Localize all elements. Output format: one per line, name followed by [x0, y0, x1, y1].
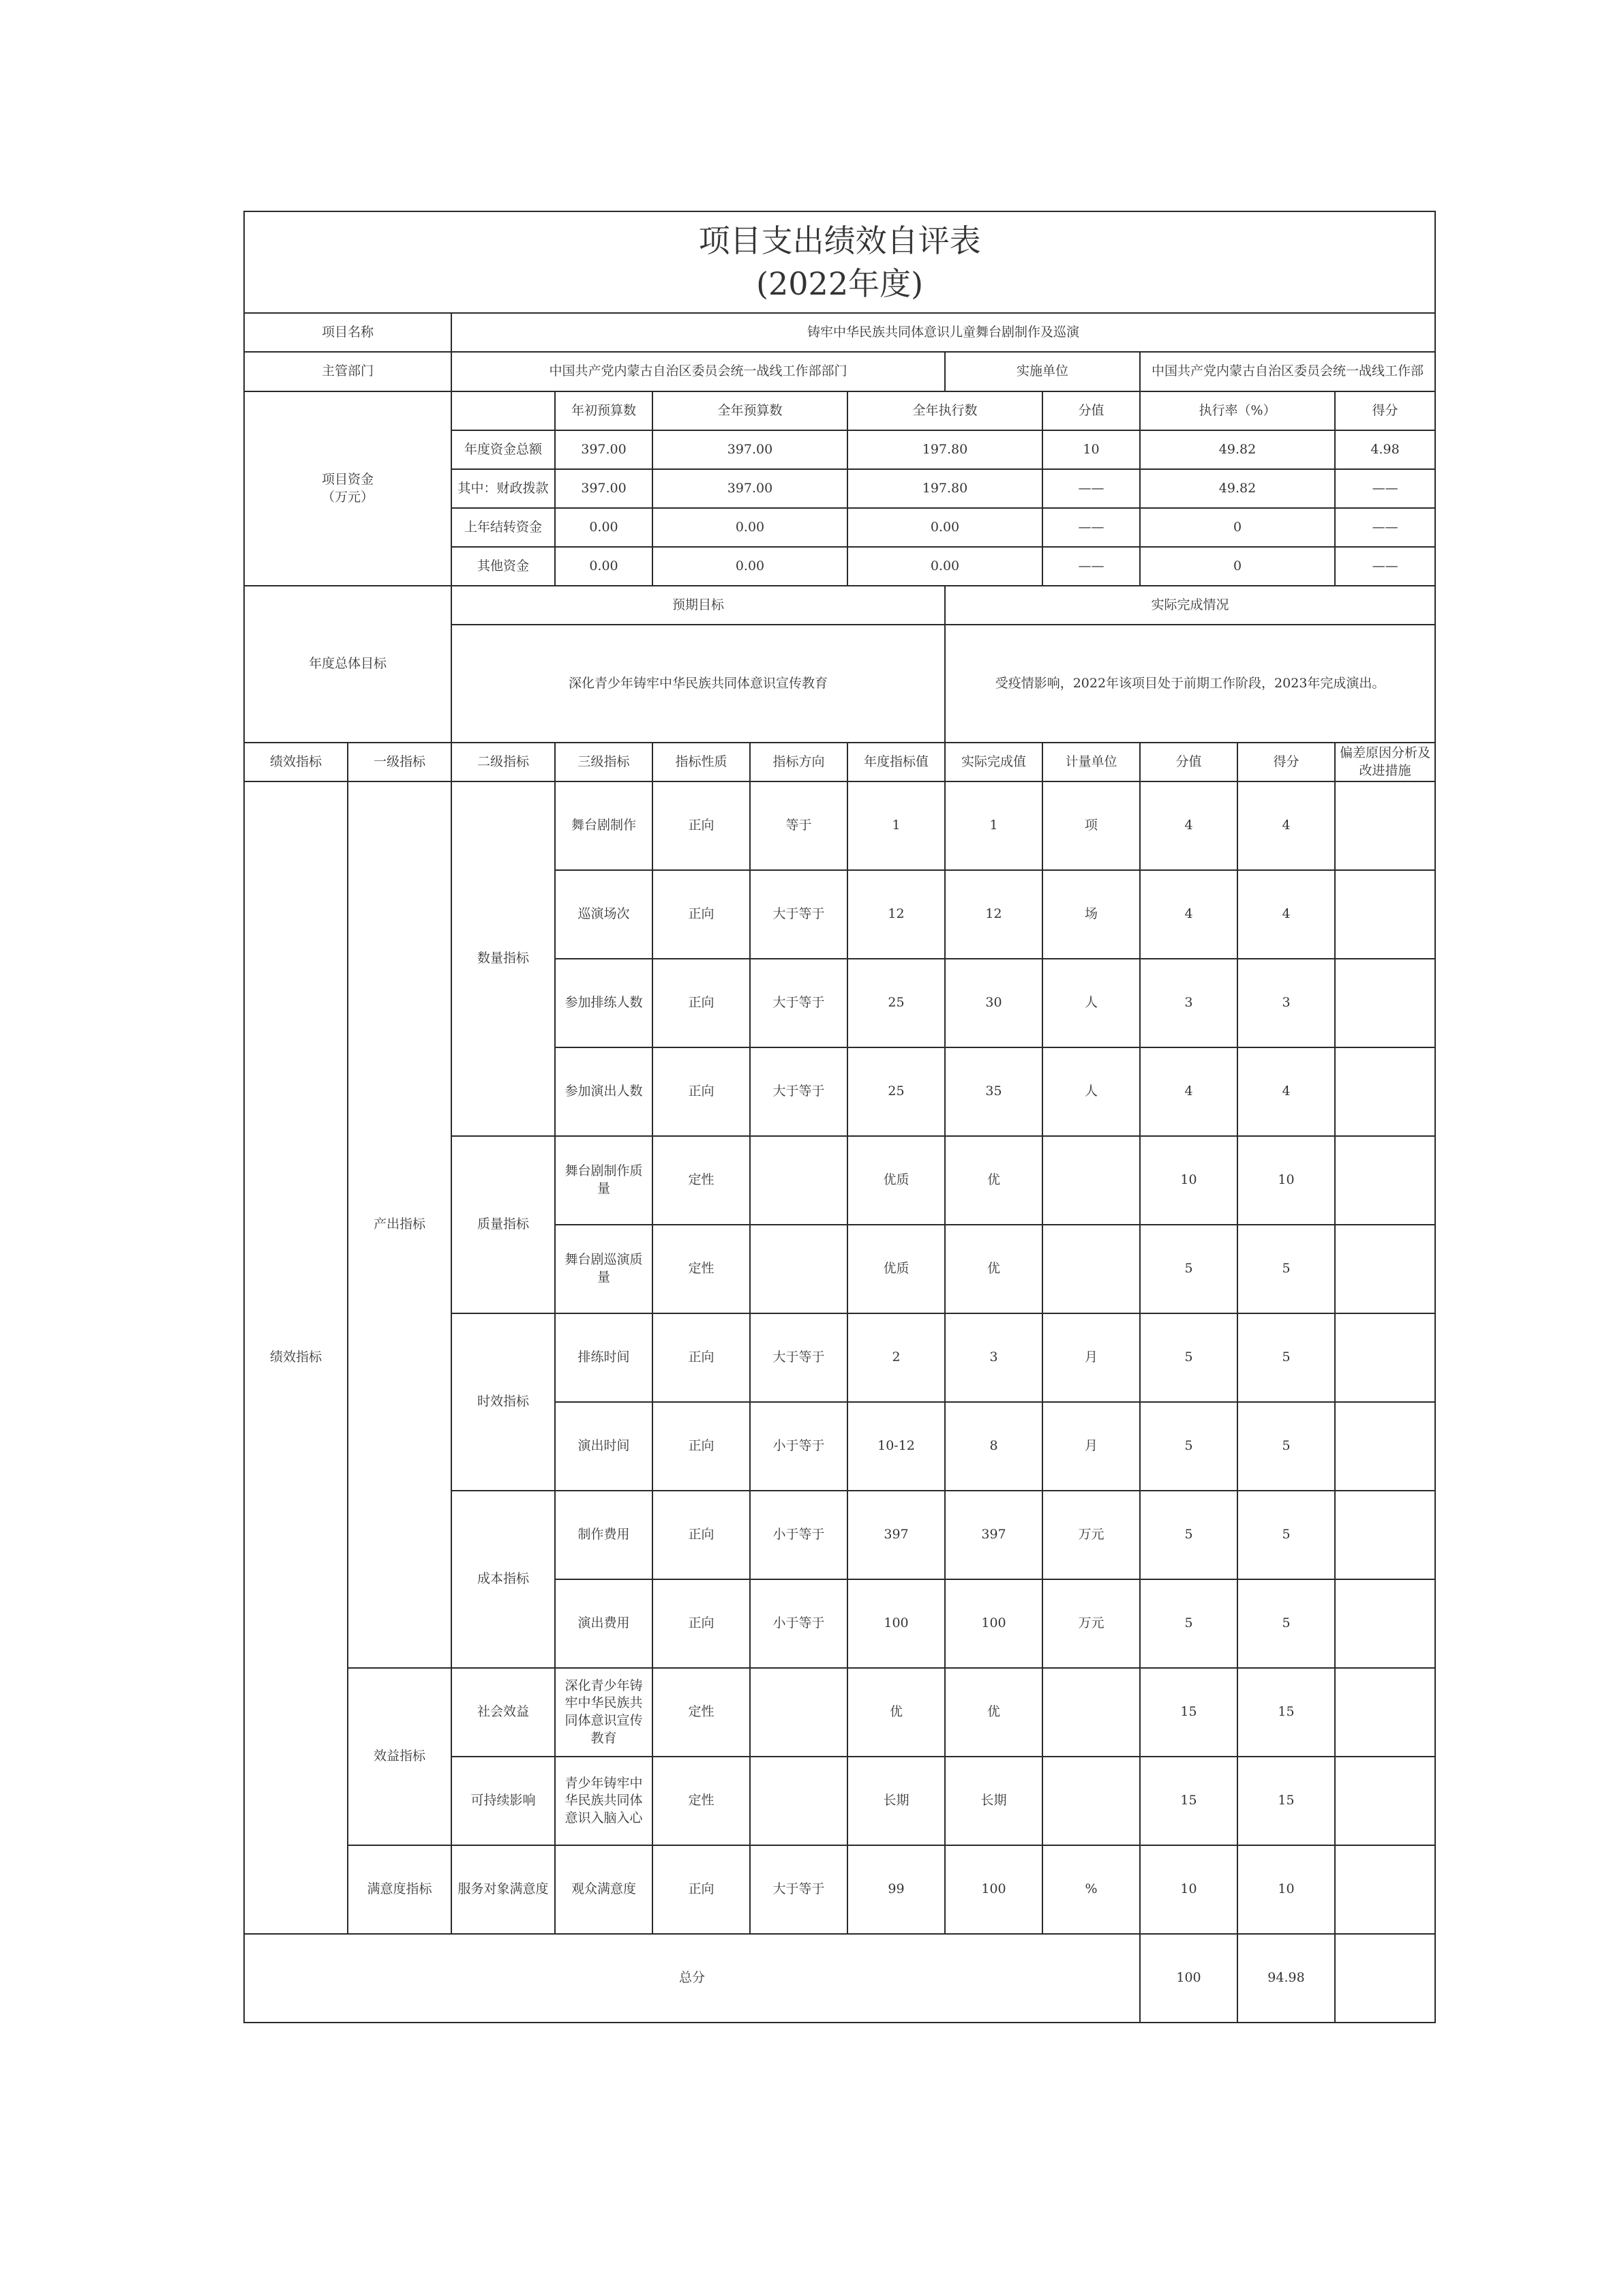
total-value: 100: [1140, 1934, 1237, 2023]
perf-header-cell: 指标性质: [652, 743, 750, 781]
actual-value: 3: [945, 1313, 1042, 1402]
score: 5: [1237, 1313, 1335, 1402]
funds-row-score: ——: [1335, 508, 1435, 547]
actual-value: 8: [945, 1402, 1042, 1491]
level3-name: 演出费用: [555, 1579, 652, 1668]
perf-header-cell: 年度指标值: [847, 743, 945, 781]
level2-service: 服务对象满意度: [451, 1845, 555, 1934]
target-value: 99: [847, 1845, 945, 1934]
indicator-nature: 定性: [652, 1757, 750, 1845]
deviation-analysis: [1335, 1757, 1435, 1845]
unit: [1042, 1668, 1140, 1757]
indicator-direction: 小于等于: [750, 1491, 847, 1579]
target-value: 优质: [847, 1136, 945, 1225]
deviation-analysis: [1335, 959, 1435, 1047]
target-value: 优质: [847, 1225, 945, 1313]
level3-name: 制作费用: [555, 1491, 652, 1579]
actual-value: 12: [945, 870, 1042, 959]
level2-cost: 成本指标: [451, 1491, 555, 1668]
perf-header-cell: 一级指标: [348, 743, 451, 781]
project-name-label: 项目名称: [244, 313, 451, 352]
score: 5: [1237, 1225, 1335, 1313]
target-value: 长期: [847, 1757, 945, 1845]
level2-social: 社会效益: [451, 1668, 555, 1757]
perf-header-cell: 二级指标: [451, 743, 555, 781]
indicator-direction: [750, 1136, 847, 1225]
form-title: [244, 211, 1435, 313]
impl-unit-value: 中国共产党内蒙古自治区委员会统一战线工作部: [1140, 352, 1435, 391]
score-value: 10: [1140, 1136, 1237, 1225]
funds-row-name: 其中：财政拨款: [451, 469, 555, 508]
table-row: [244, 1845, 1435, 1934]
dept-label: 主管部门: [244, 352, 451, 391]
actual-value: 35: [945, 1047, 1042, 1136]
score-value: 5: [1140, 1579, 1237, 1668]
unit: [1042, 1225, 1140, 1313]
indicator-direction: 大于等于: [750, 870, 847, 959]
dept-value: 中国共产党内蒙古自治区委员会统一战线工作部部门: [451, 352, 945, 391]
score: 5: [1237, 1491, 1335, 1579]
funds-label-text: 项目资金: [321, 471, 374, 487]
funds-row-score-value: 10: [1042, 430, 1140, 469]
indicator-direction: 等于: [750, 781, 847, 870]
goal-actual-text: 受疫情影响，2022年该项目处于前期工作阶段，2023年完成演出。: [945, 625, 1435, 743]
deviation-analysis: [1335, 1845, 1435, 1934]
indicator-direction: [750, 1668, 847, 1757]
deviation-analysis: [1335, 1491, 1435, 1579]
score-value: 5: [1140, 1402, 1237, 1491]
deviation-analysis: [1335, 1225, 1435, 1313]
actual-value: 优: [945, 1225, 1042, 1313]
project-name-value: 铸牢中华民族共同体意识儿童舞台剧制作及巡演: [451, 313, 1435, 352]
target-value: 优: [847, 1668, 945, 1757]
score-value: 4: [1140, 870, 1237, 959]
score: 15: [1237, 1668, 1335, 1757]
funds-row-annual: 0.00: [652, 508, 847, 547]
funds-row-executed: 197.80: [847, 469, 1042, 508]
deviation-analysis: [1335, 870, 1435, 959]
actual-value: 100: [945, 1845, 1042, 1934]
indicator-nature: 定性: [652, 1225, 750, 1313]
deviation-analysis: [1335, 781, 1435, 870]
actual-value: 长期: [945, 1757, 1042, 1845]
deviation-analysis: [1335, 1402, 1435, 1491]
perf-header-cell: 计量单位: [1042, 743, 1140, 781]
score: 3: [1237, 959, 1335, 1047]
score-value: 3: [1140, 959, 1237, 1047]
actual-value: 优: [945, 1136, 1042, 1225]
self-evaluation-form: [243, 211, 1436, 2023]
level2-time: 时效指标: [451, 1313, 555, 1491]
unit: 万元: [1042, 1491, 1140, 1579]
target-value: 2: [847, 1313, 945, 1402]
level3-name: 舞台剧制作: [555, 781, 652, 870]
perf-header-cell: 得分: [1237, 743, 1335, 781]
level3-name: 观众满意度: [555, 1845, 652, 1934]
funds-row-score-value: ——: [1042, 547, 1140, 586]
goal-expected-text: 深化青少年铸牢中华民族共同体意识宣传教育: [451, 625, 945, 743]
actual-value: 100: [945, 1579, 1042, 1668]
perf-header-cell: 偏差原因分析及改进措施: [1335, 743, 1435, 781]
funds-header-rate: 执行率（%）: [1140, 391, 1335, 430]
total-score: 94.98: [1237, 1934, 1335, 2023]
funds-row-name: 上年结转资金: [451, 508, 555, 547]
target-value: 10-12: [847, 1402, 945, 1491]
indicator-nature: 定性: [652, 1136, 750, 1225]
score: 4: [1237, 781, 1335, 870]
total-notes: [1335, 1934, 1435, 2023]
perf-header-cell: 分值: [1140, 743, 1237, 781]
funds-row-rate: 49.82: [1140, 430, 1335, 469]
total-row: [244, 1934, 1435, 2023]
indicator-direction: 大于等于: [750, 1845, 847, 1934]
target-value: 100: [847, 1579, 945, 1668]
score-value: 4: [1140, 1047, 1237, 1136]
indicator-nature: 正向: [652, 1845, 750, 1934]
indicator-nature: 正向: [652, 1491, 750, 1579]
score: 10: [1237, 1136, 1335, 1225]
level1-satisfaction: 满意度指标: [348, 1845, 451, 1934]
perf-header-cell: 指标方向: [750, 743, 847, 781]
funds-row-annual: 397.00: [652, 430, 847, 469]
funds-row-score-value: ——: [1042, 469, 1140, 508]
indicator-direction: [750, 1225, 847, 1313]
level3-name: 参加排练人数: [555, 959, 652, 1047]
unit: 月: [1042, 1313, 1140, 1402]
form-title-year: (2022年度): [756, 265, 924, 302]
level3-name: 巡演场次: [555, 870, 652, 959]
deviation-analysis: [1335, 1668, 1435, 1757]
level3-name: 参加演出人数: [555, 1047, 652, 1136]
funds-row-score-value: ——: [1042, 508, 1140, 547]
indicator-nature: 正向: [652, 781, 750, 870]
indicator-nature: 正向: [652, 1402, 750, 1491]
indicator-direction: 小于等于: [750, 1402, 847, 1491]
score: 4: [1237, 1047, 1335, 1136]
unit: 万元: [1042, 1579, 1140, 1668]
perf-header-row: [244, 743, 1435, 781]
indicator-nature: 正向: [652, 1313, 750, 1402]
actual-value: 优: [945, 1668, 1042, 1757]
indicator-nature: 正向: [652, 870, 750, 959]
target-value: 25: [847, 1047, 945, 1136]
funds-unit-text: （万元）: [321, 489, 374, 505]
actual-value: 1: [945, 781, 1042, 870]
indicator-direction: [750, 1757, 847, 1845]
indicator-direction: 大于等于: [750, 959, 847, 1047]
perf-header-cell: 三级指标: [555, 743, 652, 781]
funds-row-score: 4.98: [1335, 430, 1435, 469]
goal-label: 年度总体目标: [244, 586, 451, 743]
form-title-main: 项目支出绩效自评表: [698, 222, 981, 260]
funds-row-rate: 0: [1140, 508, 1335, 547]
funds-label: [244, 391, 451, 586]
total-label: 总分: [244, 1934, 1140, 2023]
level3-name: 舞台剧制作质量: [555, 1136, 652, 1225]
unit: [1042, 1757, 1140, 1845]
perf-header-cell: 实际完成值: [945, 743, 1042, 781]
table-row: [244, 781, 1435, 870]
funds-row-annual: 397.00: [652, 469, 847, 508]
funds-row-annual: 0.00: [652, 547, 847, 586]
funds-header-executed: 全年执行数: [847, 391, 1042, 430]
perf-label: 绩效指标: [244, 781, 348, 1934]
score-value: 15: [1140, 1757, 1237, 1845]
target-value: 1: [847, 781, 945, 870]
funds-row-initial: 397.00: [555, 430, 652, 469]
funds-row-rate: 49.82: [1140, 469, 1335, 508]
unit: %: [1042, 1845, 1140, 1934]
funds-row-score: ——: [1335, 469, 1435, 508]
goal-expected-header: 预期目标: [451, 586, 945, 625]
unit: 月: [1042, 1402, 1140, 1491]
indicator-direction: 大于等于: [750, 1313, 847, 1402]
level1-output: 产出指标: [348, 781, 451, 1668]
funds-header-blank: [451, 391, 555, 430]
score-value: 5: [1140, 1225, 1237, 1313]
level3-name: 演出时间: [555, 1402, 652, 1491]
indicator-direction: 小于等于: [750, 1579, 847, 1668]
funds-row-rate: 0: [1140, 547, 1335, 586]
deviation-analysis: [1335, 1047, 1435, 1136]
score: 5: [1237, 1579, 1335, 1668]
score-value: 4: [1140, 781, 1237, 870]
funds-row-executed: 197.80: [847, 430, 1042, 469]
funds-row-name: 年度资金总额: [451, 430, 555, 469]
funds-header-score: 得分: [1335, 391, 1435, 430]
funds-row-name: 其他资金: [451, 547, 555, 586]
funds-row-initial: 0.00: [555, 508, 652, 547]
indicator-direction: 大于等于: [750, 1047, 847, 1136]
deviation-analysis: [1335, 1579, 1435, 1668]
target-value: 12: [847, 870, 945, 959]
target-value: 397: [847, 1491, 945, 1579]
impl-unit-label: 实施单位: [945, 352, 1140, 391]
level2-sustain: 可持续影响: [451, 1757, 555, 1845]
actual-value: 30: [945, 959, 1042, 1047]
level2-quantity: 数量指标: [451, 781, 555, 1136]
funds-row-executed: 0.00: [847, 508, 1042, 547]
score-value: 15: [1140, 1668, 1237, 1757]
unit: 人: [1042, 959, 1140, 1047]
unit: 项: [1042, 781, 1140, 870]
level3-name: 深化青少年铸牢中华民族共同体意识宣传教育: [555, 1668, 652, 1757]
score: 15: [1237, 1757, 1335, 1845]
score: 5: [1237, 1402, 1335, 1491]
unit: 场: [1042, 870, 1140, 959]
perf-header-cell: 绩效指标: [244, 743, 348, 781]
score: 4: [1237, 870, 1335, 959]
deviation-analysis: [1335, 1136, 1435, 1225]
funds-header-annual: 全年预算数: [652, 391, 847, 430]
indicator-nature: 正向: [652, 959, 750, 1047]
deviation-analysis: [1335, 1313, 1435, 1402]
unit: 人: [1042, 1047, 1140, 1136]
level3-name: 舞台剧巡演质量: [555, 1225, 652, 1313]
funds-row-initial: 0.00: [555, 547, 652, 586]
funds-header-initial: 年初预算数: [555, 391, 652, 430]
indicator-nature: 正向: [652, 1047, 750, 1136]
level3-name: 青少年铸牢中华民族共同体意识入脑入心: [555, 1757, 652, 1845]
unit: [1042, 1136, 1140, 1225]
score: 10: [1237, 1845, 1335, 1934]
table-row: [244, 1668, 1435, 1757]
goal-actual-header: 实际完成情况: [945, 586, 1435, 625]
funds-row-executed: 0.00: [847, 547, 1042, 586]
target-value: 25: [847, 959, 945, 1047]
funds-header-score-value: 分值: [1042, 391, 1140, 430]
level3-name: 排练时间: [555, 1313, 652, 1402]
level2-quality: 质量指标: [451, 1136, 555, 1313]
score-value: 5: [1140, 1491, 1237, 1579]
indicator-nature: 正向: [652, 1579, 750, 1668]
score-value: 5: [1140, 1313, 1237, 1402]
indicator-nature: 定性: [652, 1668, 750, 1757]
funds-row-score: ——: [1335, 547, 1435, 586]
actual-value: 397: [945, 1491, 1042, 1579]
score-value: 10: [1140, 1845, 1237, 1934]
level1-benefit: 效益指标: [348, 1668, 451, 1845]
funds-row-initial: 397.00: [555, 469, 652, 508]
